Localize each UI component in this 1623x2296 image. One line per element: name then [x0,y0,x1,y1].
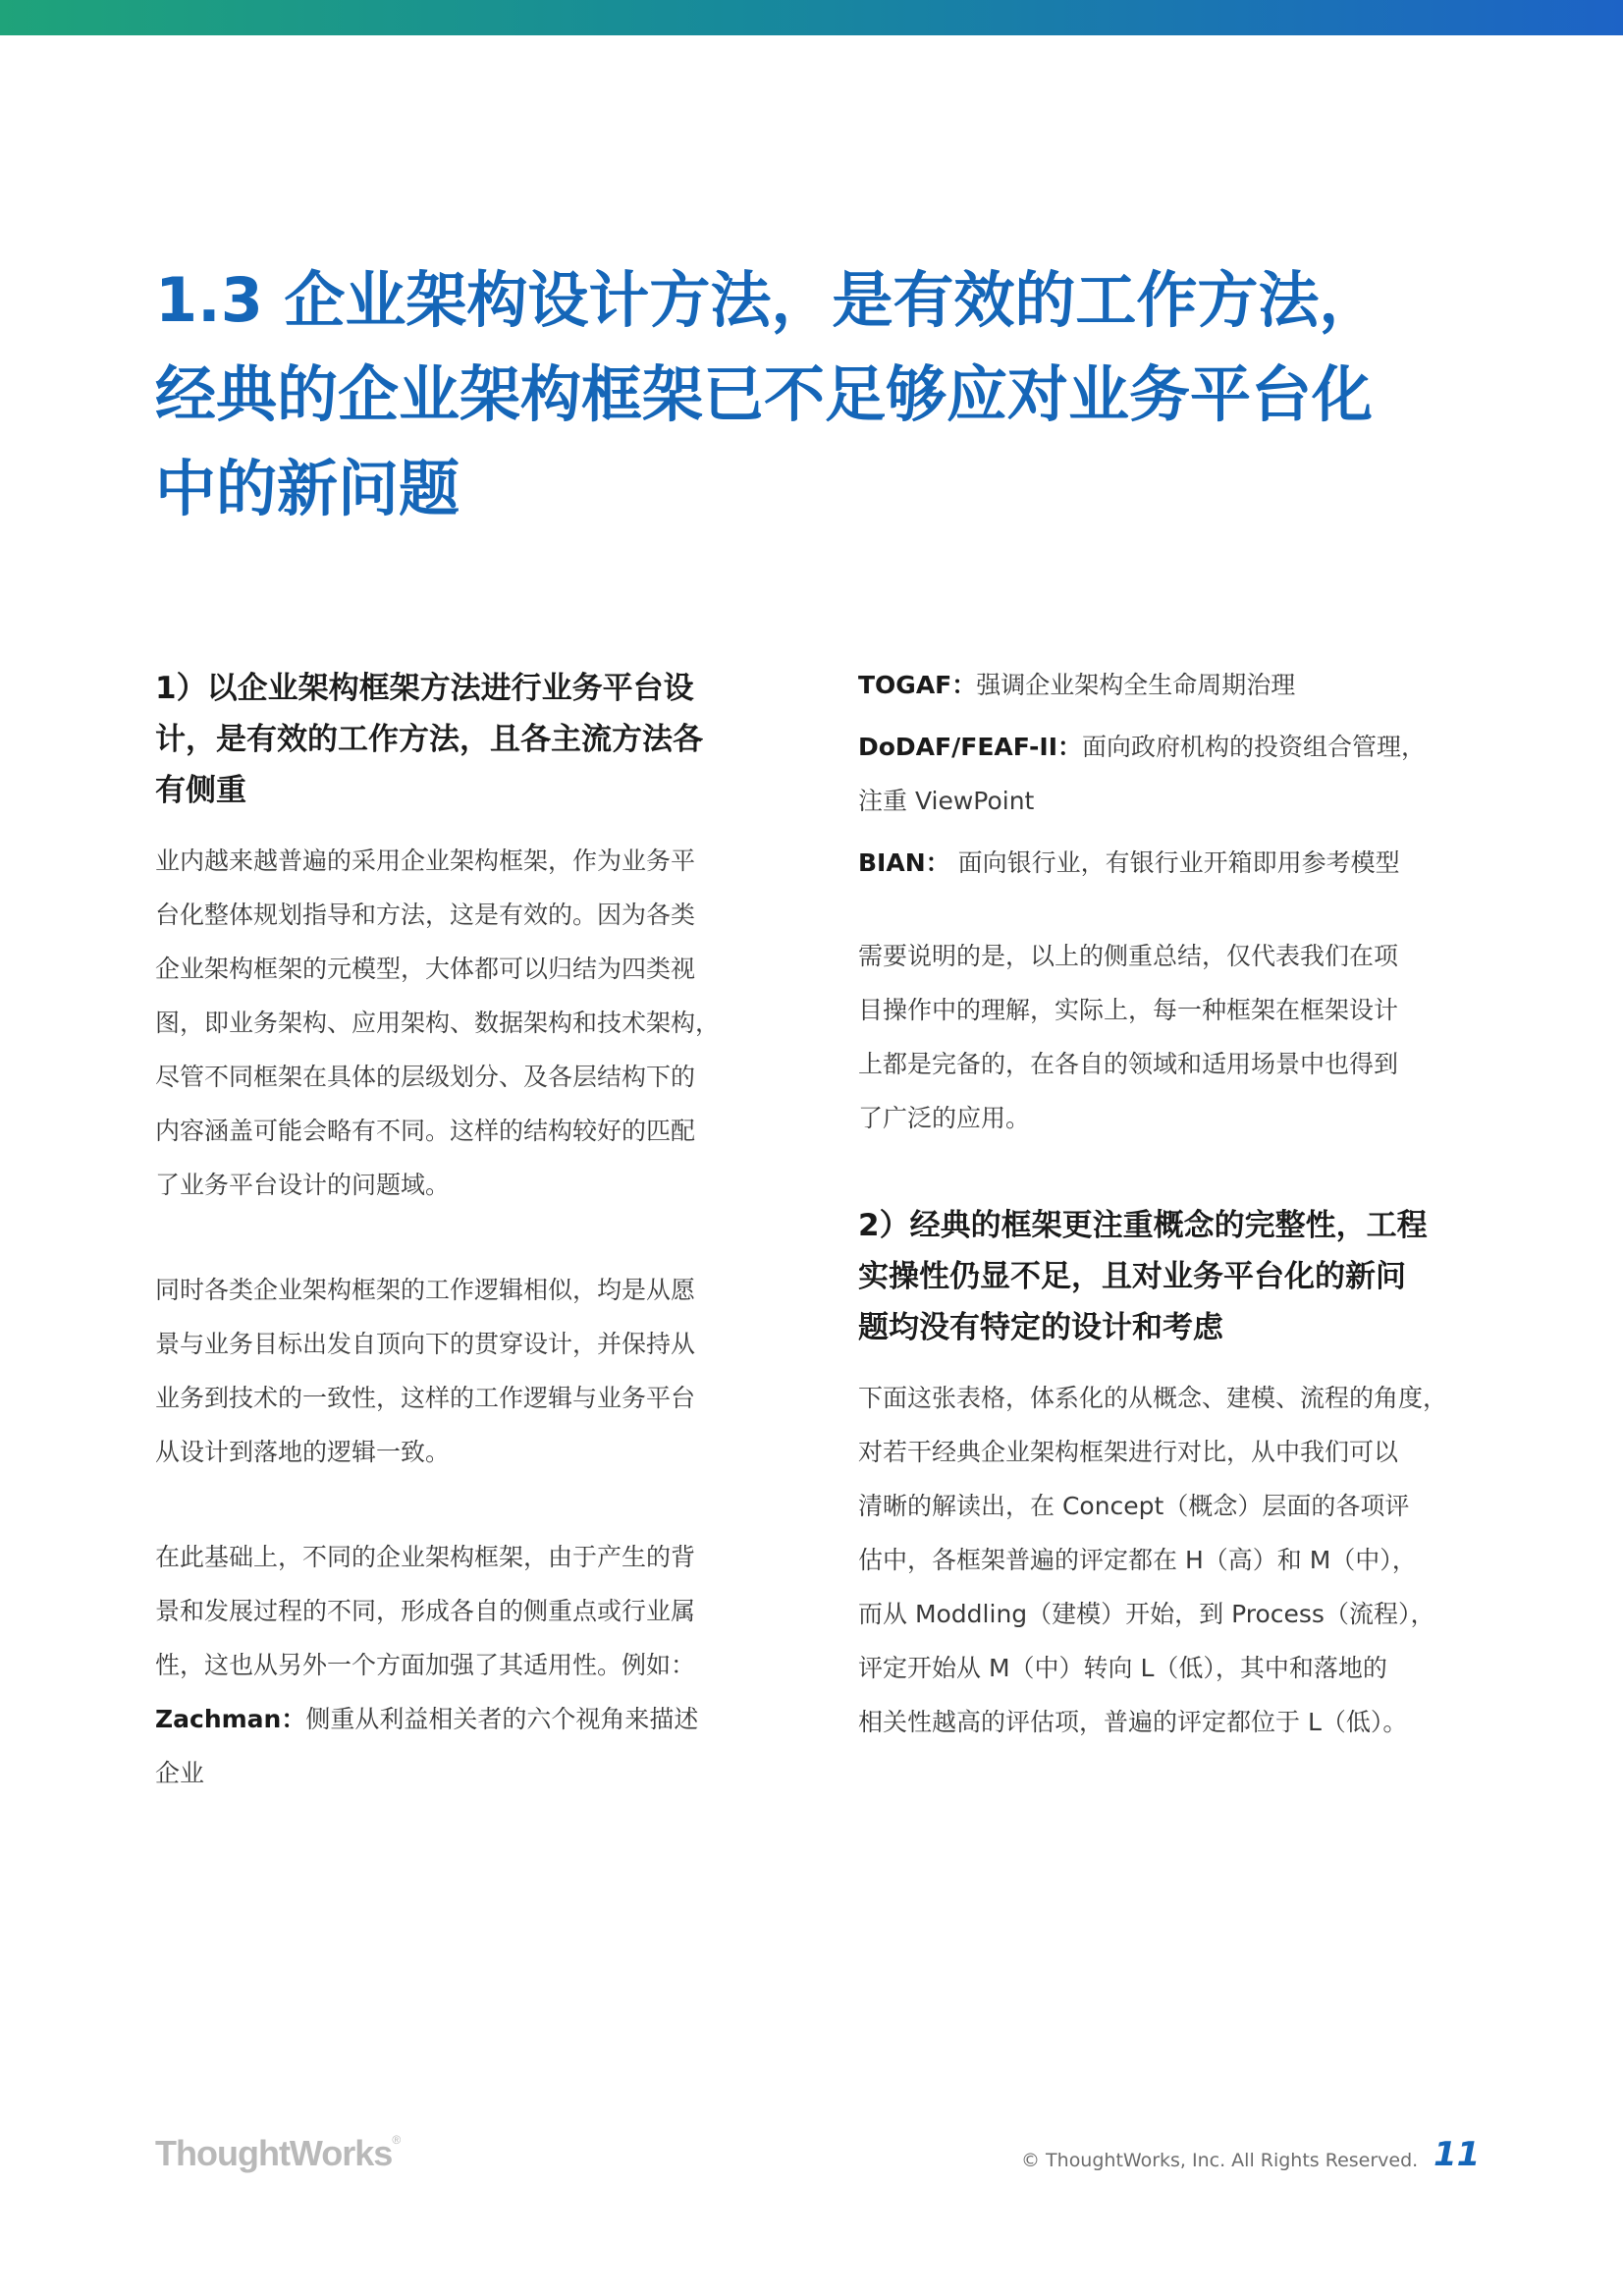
registered-mark: ® [392,2133,401,2147]
text-line: 目操作中的理解，实际上，每一种框架在框架设计 [858,996,1399,1024]
text-line: 景与业务目标出发自顶向下的贯穿设计，并保持从 [155,1330,696,1358]
page-title-line: 经典的企业架构框架已不足够应对业务平台化 [155,358,1374,430]
right-paragraph-1 [858,929,1487,1145]
section-heading-1 [155,663,784,816]
text-line: 尽管不同框架在具体的层级划分、及各层结构下的 [155,1063,696,1091]
dodaf-term: DoDAF/FEAF-II： [858,733,1083,761]
left-paragraph-2 [155,1263,784,1479]
zachman-term: Zachman： [155,1705,306,1733]
text-line: 评定开始从 M（中）转向 L（低），其中和落地的 [858,1654,1387,1682]
text-line: 图，即业务架构、应用架构、数据架构和技术架构， [155,1009,721,1037]
logo-text: ThoughtWorks [155,2133,393,2173]
text-line: 相关性越高的评估项，普遍的评定都位于 L（低）。 [858,1708,1408,1736]
right-column [858,663,1487,1749]
page-number: 11 [1434,2135,1481,2174]
text-line: 而从 Moddling（建模）开始，到 Process（流程）， [858,1600,1435,1628]
text-line: 估中，各框架普遍的评定都在 H（高）和 M（中）， [858,1546,1417,1574]
text-line: 企业架构框架的元模型，大体都可以归结为四类视 [155,955,696,983]
text-line [858,720,1487,774]
bian-desc: 面向银行业，有银行业开箱即用参考模型 [949,848,1400,877]
heading-line: 有侧重 [155,773,246,808]
text-line: 业内越来越普遍的采用企业架构框架，作为业务平 [155,847,696,875]
togaf-term: TOGAF： [858,671,977,699]
right-paragraph-2 [858,1371,1487,1749]
text-line: 了广泛的应用。 [858,1104,1031,1132]
text-line: 了业务平台设计的问题域。 [155,1171,451,1199]
text-line: 在此基础上，不同的企业架构框架，由于产生的背 [155,1543,696,1571]
left-paragraph-1 [155,834,784,1212]
top-gradient-bar [0,0,1623,35]
dodaf-entry [858,720,1487,828]
text-line: 注重 ViewPoint [858,787,1035,815]
togaf-entry [858,658,1487,712]
heading-line: 题均没有特定的设计和考虑 [858,1310,1223,1345]
dodaf-desc: 面向政府机构的投资组合管理， [1082,733,1427,761]
text-line: 下面这张表格，体系化的从概念、建模、流程的角度， [858,1384,1448,1412]
page-title-line: 中的新问题 [155,453,460,524]
togaf-desc: 强调企业架构全生命周期治理 [976,671,1296,699]
text-line: 台化整体规划指导和方法，这是有效的。因为各类 [155,901,696,929]
left-paragraph-3 [155,1530,784,1692]
text-line [858,836,1487,890]
text-line: 从设计到落地的逻辑一致。 [155,1438,451,1466]
text-line [155,1692,784,1746]
text-line [858,658,1487,712]
heading-line: 1）以企业架构框架方法进行业务平台设 [155,671,694,706]
page-title [155,253,1530,536]
heading-line: 实操性仍显不足，且对业务平台化的新问 [858,1259,1406,1294]
bian-term: BIAN： [858,848,950,877]
page-title-line: 1.3 企业架构设计方法，是有效的工作方法， [155,264,1380,336]
text-line: 内容涵盖可能会略有不同。这样的结构较好的匹配 [155,1117,696,1145]
text-line: 清晰的解读出，在 Concept（概念）层面的各项评 [858,1492,1410,1520]
section-heading-2 [858,1200,1487,1353]
zachman-entry [155,1692,784,1800]
text-line: 企业 [155,1759,205,1787]
text-line: 业务到技术的一致性，这样的工作逻辑与业务平台 [155,1384,696,1412]
copyright-notice: © ThoughtWorks, Inc. All Rights Reserved. [1021,2150,1419,2171]
left-column [155,663,784,1800]
text-line: 需要说明的是，以上的侧重总结，仅代表我们在项 [858,942,1399,970]
bian-entry [858,836,1487,890]
text-line: 景和发展过程的不同，形成各自的侧重点或行业属 [155,1597,696,1625]
text-line: 同时各类企业架构框架的工作逻辑相似，均是从愿 [155,1276,696,1304]
text-line: 对若干经典企业架构框架进行对比，从中我们可以 [858,1438,1399,1466]
heading-line: 计，是有效的工作方法，且各主流方法各 [155,722,703,757]
thoughtworks-logo [155,2133,400,2174]
heading-line: 2）经典的框架更注重概念的完整性，工程 [858,1208,1428,1243]
text-line: 上都是完备的，在各自的领域和适用场景中也得到 [858,1050,1399,1078]
zachman-desc: 侧重从利益相关者的六个视角来描述 [305,1705,699,1733]
text-line: 性，这也从另外一个方面加强了其适用性。例如： [155,1651,696,1679]
